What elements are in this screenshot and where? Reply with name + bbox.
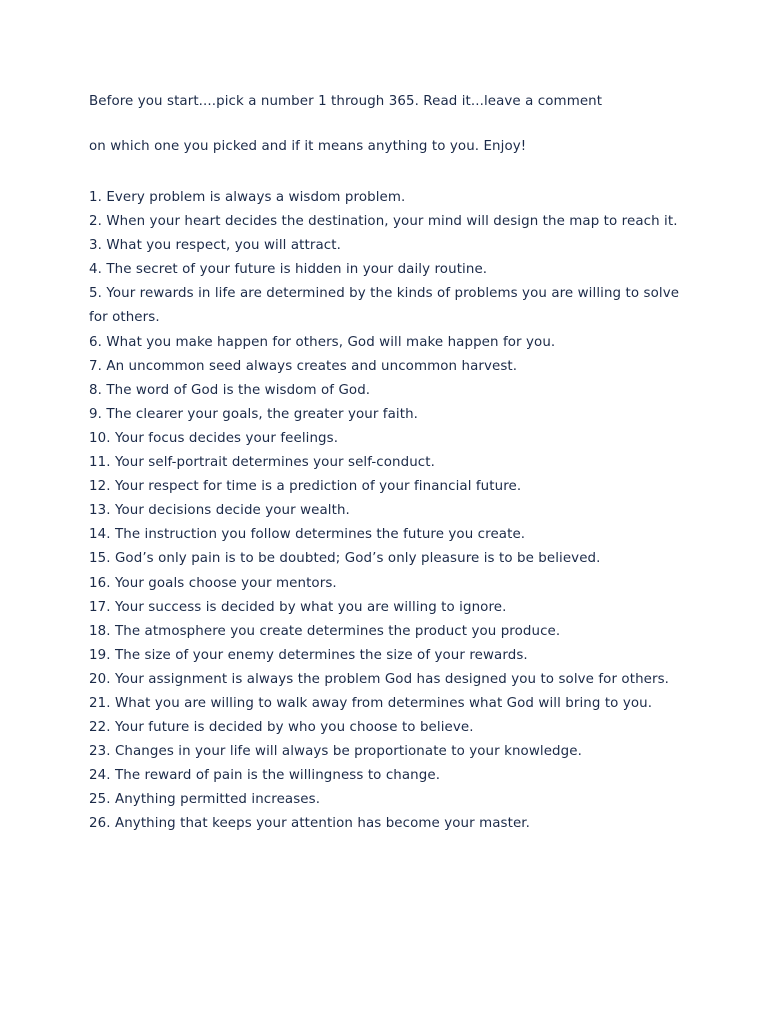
list-item: 16. Your goals choose your mentors. [89,575,337,591]
list-item: 20. Your assignment is always the problem God has designed you to solve for others. [89,671,670,687]
list-item: 5. Your rewards in life are determined by the kinds of problems you are willing to solve for others. [89,286,680,326]
list-item: 24. The reward of pain is the willingness to change. [89,768,441,784]
list-item: 8. The word of God is the wisdom of God. [89,382,371,398]
list-item: 13. Your decisions decide your wealth. [89,503,350,519]
list-item: 4. The secret of your future is hidden in your daily routine. [89,262,488,278]
list-item: 21. What you are willing to walk away from determines what God will bring to you. [89,695,653,711]
list-item: 7. An uncommon seed always creates and uncommon harvest. [89,358,518,374]
list-item: 9. The clearer your goals, the greater your faith. [89,406,419,422]
list-item: 25. Anything permitted increases. [89,792,321,808]
list-item: 17. Your success is decided by what you are willing to ignore. [89,599,507,615]
intro-paragraph [89,92,689,157]
list-item: 14. The instruction you follow determines the future you create. [89,527,526,543]
intro-line-1: Before you start....pick a number 1 through 365. Read it...leave a comment [89,94,603,109]
list-item: 19. The size of your enemy determines the size of your rewards. [89,647,528,663]
list-item: 15. God’s only pain is to be doubted; God’s only pleasure is to be believed. [89,551,601,567]
list-item: 26. Anything that keeps your attention has become your master. [89,816,531,832]
list-item: 2. When your heart decides the destination, your mind will design the map to reach it. [89,214,678,230]
list-item: 22. Your future is decided by who you choose to believe. [89,720,474,736]
list-item: 1. Every problem is always a wisdom problem. [89,190,406,205]
intro-line-2: on which one you picked and if it means anything to you. Enjoy! [89,139,527,154]
list-item: 10. Your focus decides your feelings. [89,430,339,446]
list-item: 18. The atmosphere you create determines the product you produce. [89,623,561,639]
list-item: 23. Changes in your life will always be proportionate to your knowledge. [89,744,582,760]
list-item: 6. What you make happen for others, God will make happen for you. [89,334,556,350]
list-item: 12. Your respect for time is a prediction of your financial future. [89,479,522,495]
list-item: 3. What you respect, you will attract. [89,238,341,254]
list-item: 11. Your self-portrait determines your self-conduct. [89,455,435,471]
document-page [89,92,689,850]
quote-list [89,186,689,837]
